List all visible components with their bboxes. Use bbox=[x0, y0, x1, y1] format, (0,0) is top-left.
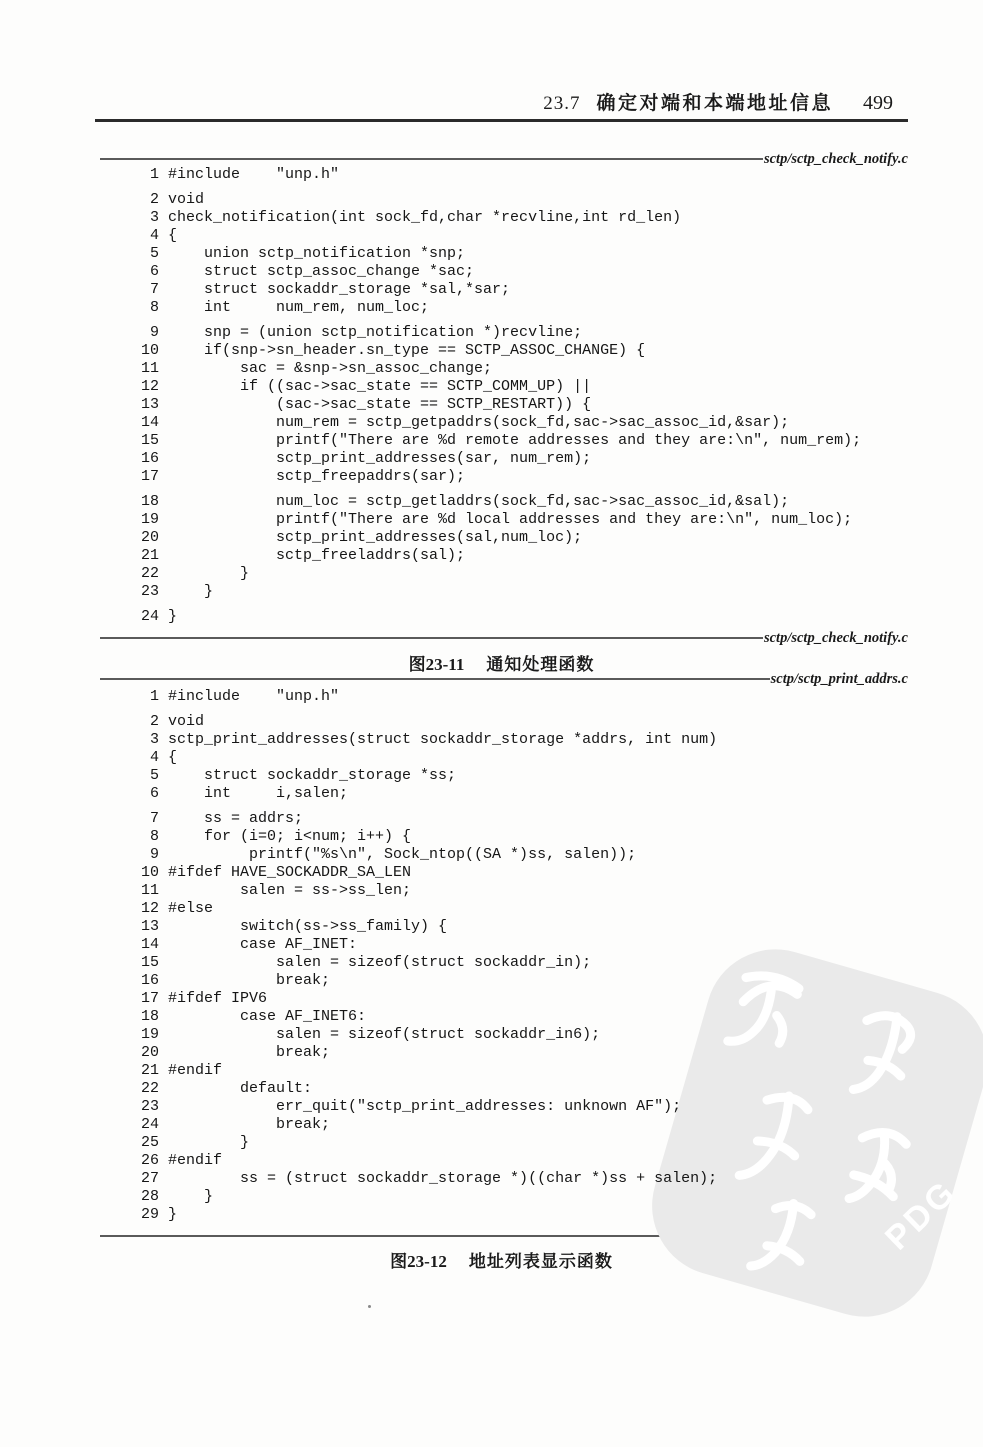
code-line: 3 sctp_print_addresses(struct sockaddr_storage *addrs, int num) bbox=[141, 731, 718, 748]
code-line: 21 #endif bbox=[141, 1062, 223, 1079]
code-paragraph bbox=[141, 810, 717, 1224]
code-line: 24 break; bbox=[141, 1116, 331, 1133]
code-line: 16 break; bbox=[141, 972, 331, 989]
code-line: 5 union sctp_notification *snp; bbox=[141, 245, 466, 262]
code-line: 6 int i,salen; bbox=[141, 785, 349, 802]
page-number: 499 bbox=[863, 92, 893, 114]
code-line: 6 struct sctp_assoc_change *sac; bbox=[141, 263, 475, 280]
code-line: 15 printf("There are %d remote addresses and they are:\n", num_rem); bbox=[141, 432, 862, 449]
code-line: 3 check_notification(int sock_fd,char *recvline,int rd_len) bbox=[141, 209, 682, 226]
source-file-label: sctp/sctp_check_notify.c bbox=[763, 629, 908, 646]
code-line: 12 if ((sac->sac_state == SCTP_COMM_UP) || bbox=[141, 378, 592, 395]
code-line: 2 void bbox=[141, 191, 205, 208]
code-paragraph bbox=[141, 688, 717, 706]
code-line: 8 for (i=0; i<num; i++) { bbox=[141, 828, 412, 845]
leader-line bbox=[100, 678, 770, 680]
code-line: 22 } bbox=[141, 565, 250, 582]
code-line: 13 switch(ss->ss_family) { bbox=[141, 918, 448, 935]
code-line: 23 } bbox=[141, 583, 214, 600]
code-line: 11 sac = &snp->sn_assoc_change; bbox=[141, 360, 493, 377]
code-line: 21 sctp_freeladdrs(sal); bbox=[141, 547, 466, 564]
figure-number: 图23-12 bbox=[390, 1252, 447, 1271]
code-paragraph bbox=[141, 166, 861, 184]
code-line: 22 default: bbox=[141, 1080, 313, 1097]
code-line: 7 ss = addrs; bbox=[141, 810, 304, 827]
code-line: 23 err_quit("sctp_print_addresses: unknown AF"); bbox=[141, 1098, 682, 1115]
code-line: 10 #ifdef HAVE_SOCKADDR_SA_LEN bbox=[141, 864, 412, 881]
code-paragraph bbox=[141, 713, 717, 803]
code-line: 19 salen = sizeof(struct sockaddr_in6); bbox=[141, 1026, 601, 1043]
code-line: 28 } bbox=[141, 1188, 214, 1205]
source-file-label-row bbox=[100, 629, 908, 647]
code-paragraph bbox=[141, 324, 861, 486]
code-line: 11 salen = ss->ss_len; bbox=[141, 882, 412, 899]
figure-title: 地址列表显示函数 bbox=[468, 1252, 613, 1271]
code-line: 27 ss = (struct sockaddr_storage *)((char *)ss + salen); bbox=[141, 1170, 718, 1187]
code-line: 20 sctp_print_addresses(sal,num_loc); bbox=[141, 529, 583, 546]
seal-glyph-3 bbox=[739, 1089, 810, 1189]
source-file-label-row bbox=[100, 670, 908, 688]
figure-number: 图23-11 bbox=[408, 655, 465, 674]
leader-line bbox=[100, 158, 763, 160]
section-number: 23.7 bbox=[543, 93, 581, 114]
page-header bbox=[543, 88, 893, 115]
code-line: 16 sctp_print_addresses(sar, num_rem); bbox=[141, 450, 592, 467]
code-line: 13 (sac->sac_state == SCTP_RESTART)) { bbox=[141, 396, 592, 413]
code-line: 4 { bbox=[141, 749, 178, 766]
code-line: 14 num_rem = sctp_getpaddrs(sock_fd,sac->sac_assoc_id,&sar); bbox=[141, 414, 790, 431]
code-line: 26 #endif bbox=[141, 1152, 223, 1169]
code-line: 5 struct sockaddr_storage *ss; bbox=[141, 767, 457, 784]
code-line: 12 #else bbox=[141, 900, 214, 917]
code-line: 9 printf("%s\n", Sock_ntop((SA *)ss, salen)); bbox=[141, 846, 637, 863]
section-title: 确定对端和本端地址信息 bbox=[596, 93, 833, 114]
code-line: 25 } bbox=[141, 1134, 250, 1151]
code-listing-check-notify bbox=[141, 166, 861, 626]
header-rule bbox=[95, 119, 908, 122]
code-paragraph bbox=[141, 493, 861, 601]
code-line: 8 int num_rem, num_loc; bbox=[141, 299, 430, 316]
leader-line bbox=[100, 637, 763, 639]
code-line: 18 case AF_INET6: bbox=[141, 1008, 367, 1025]
code-line: 7 struct sockaddr_storage *sal,*sar; bbox=[141, 281, 511, 298]
source-file-label: sctp/sctp_check_notify.c bbox=[763, 150, 908, 167]
code-line: 20 break; bbox=[141, 1044, 331, 1061]
code-line: 17 sctp_freepaddrs(sar); bbox=[141, 468, 466, 485]
code-line: 10 if(snp->sn_header.sn_type == SCTP_ASSOC_CHANGE) { bbox=[141, 342, 646, 359]
seal-glyph-4 bbox=[845, 1127, 910, 1211]
code-line: 15 salen = sizeof(struct sockaddr_in); bbox=[141, 954, 592, 971]
seal-glyph-5 bbox=[751, 1197, 815, 1279]
figure-title: 通知处理函数 bbox=[486, 655, 595, 674]
code-line: 18 num_loc = sctp_getladdrs(sock_fd,sac->sac_assoc_id,&sal); bbox=[141, 493, 790, 510]
scan-noise-dot bbox=[368, 1305, 371, 1308]
code-line: 24 } bbox=[141, 608, 178, 625]
code-line: 9 snp = (union sctp_notification *)recvline; bbox=[141, 324, 583, 341]
code-line: 19 printf("There are %d local addresses and they are:\n", num_loc); bbox=[141, 511, 853, 528]
pdg-watermark-label: PDG bbox=[878, 1172, 964, 1258]
code-line: 1 #include "unp.h" bbox=[141, 166, 340, 183]
code-line: 1 #include "unp.h" bbox=[141, 688, 340, 705]
code-listing-print-addrs bbox=[141, 688, 717, 1224]
code-line: 2 void bbox=[141, 713, 205, 730]
source-file-label: sctp/sctp_print_addrs.c bbox=[770, 670, 908, 687]
seal-glyph-2 bbox=[848, 1009, 917, 1101]
seal-glyph-1 bbox=[728, 970, 800, 1056]
code-line: 14 case AF_INET: bbox=[141, 936, 358, 953]
code-line: 4 { bbox=[141, 227, 178, 244]
code-line: 29 } bbox=[141, 1206, 178, 1223]
code-paragraph bbox=[141, 191, 861, 317]
code-line: 17 #ifdef IPV6 bbox=[141, 990, 268, 1007]
code-paragraph bbox=[141, 608, 861, 626]
